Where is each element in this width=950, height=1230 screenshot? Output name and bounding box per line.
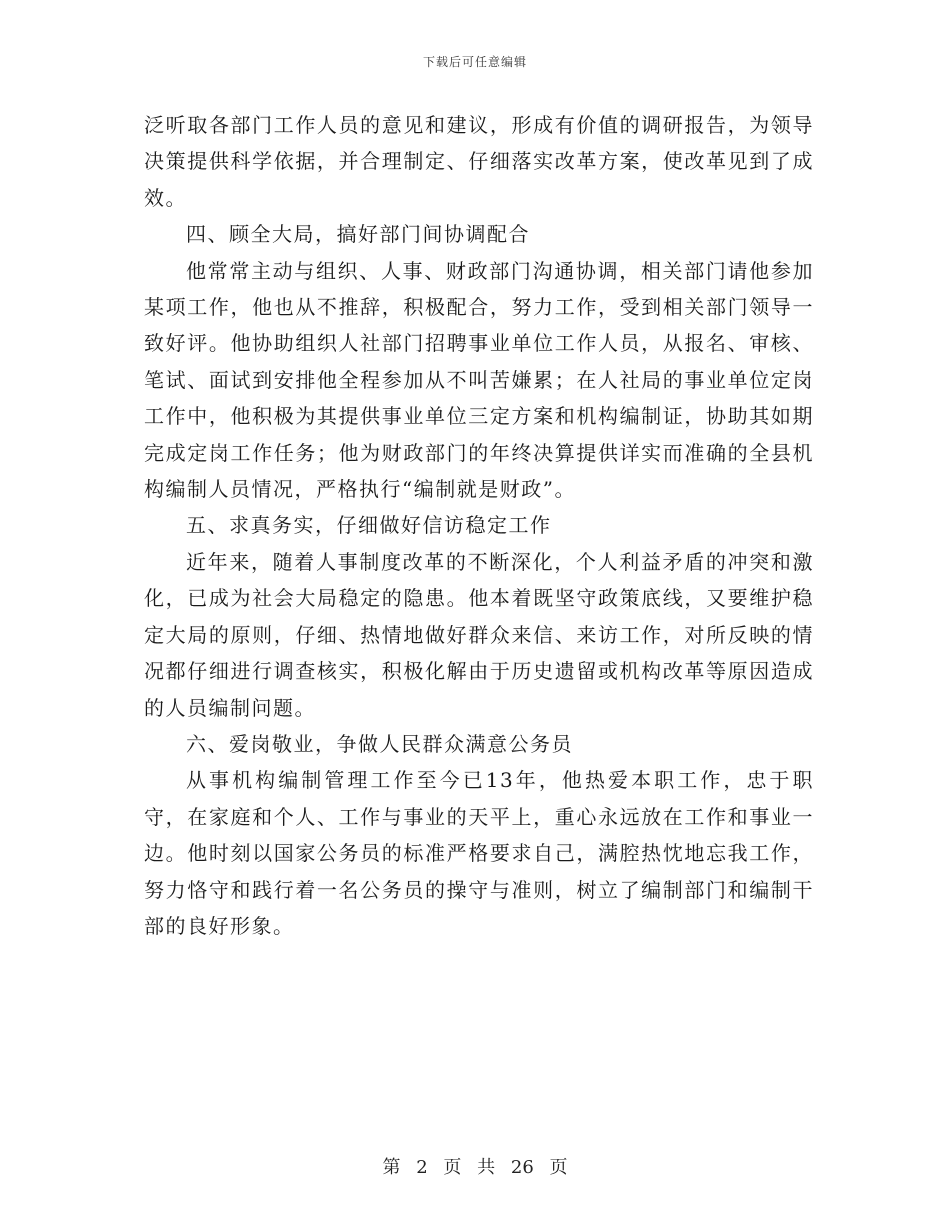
section-heading-5: 五、求真务实，仔细做好信访稳定工作 — [186, 513, 552, 538]
section-heading-4: 四、顾全大局，搞好部门间协调配合 — [186, 222, 530, 247]
section-heading-6: 六、爱岗敬业，争做人民群众满意公务员 — [186, 731, 573, 756]
paragraph-continuation: 泛听取各部门工作人员的意见和建议，形成有价值的调研报告，为领导决策提供科学依据，并合理制定、仔细落实改革方案，使改革见到了成效。 — [144, 113, 814, 210]
footer-prefix: 第 — [382, 1157, 401, 1178]
paragraph-dedication: 从事机构编制管理工作至今已13年，他热爱本职工作，忠于职守，在家庭和个人、工作与事业的天平上，重心永远放在工作和事业一边。他时刻以国家公务员的标准严格要求自己，满腔热忱地忘我工作，努力恪守和践行着一名公务员的操守与准则，树立了编制部门和编制干部的良好形象。 — [144, 768, 814, 938]
paragraph-petitions: 近年来，随着人事制度改革的不断深化，个人利益矛盾的冲突和激化，已成为社会大局稳定的隐患。他本着既坚守政策底线，又要维护稳定大局的原则，仔细、热情地做好群众来信、来访工作，对所反映的情况都仔细进行调查核实，积极化解由于历史遗留或机构改革等原因造成的人员编制问题。 — [144, 549, 814, 720]
page-footer — [0, 1153, 950, 1179]
page-number: 2 — [416, 1157, 428, 1178]
total-pages: 26 — [510, 1157, 534, 1178]
footer-suffix: 页 — [549, 1157, 568, 1178]
footer-total-label: 共 — [477, 1157, 496, 1178]
document-body — [144, 107, 814, 944]
footer-page-label: 页 — [443, 1157, 462, 1178]
page-header: 下载后可任意编辑 — [422, 55, 527, 69]
paragraph-coordination: 他常常主动与组织、人事、财政部门沟通协调，相关部门请他参加某项工作，他也从不推辞，积极配合，努力工作，受到相关部门领导一致好评。他协助组织人社部门招聘事业单位工作人员，从报名、审核、笔试、面试到安排他全程参加从不叫苦嫌累；在人社局的事业单位定岗工作中，他积极为其提供事业单位三定方案和机构编制证，协助其如期完成定岗工作任务；他为财政部门的年终决算提供详实而准确的全县机构编制人员情况，严格执行“编制就是财政”。 — [144, 258, 814, 502]
